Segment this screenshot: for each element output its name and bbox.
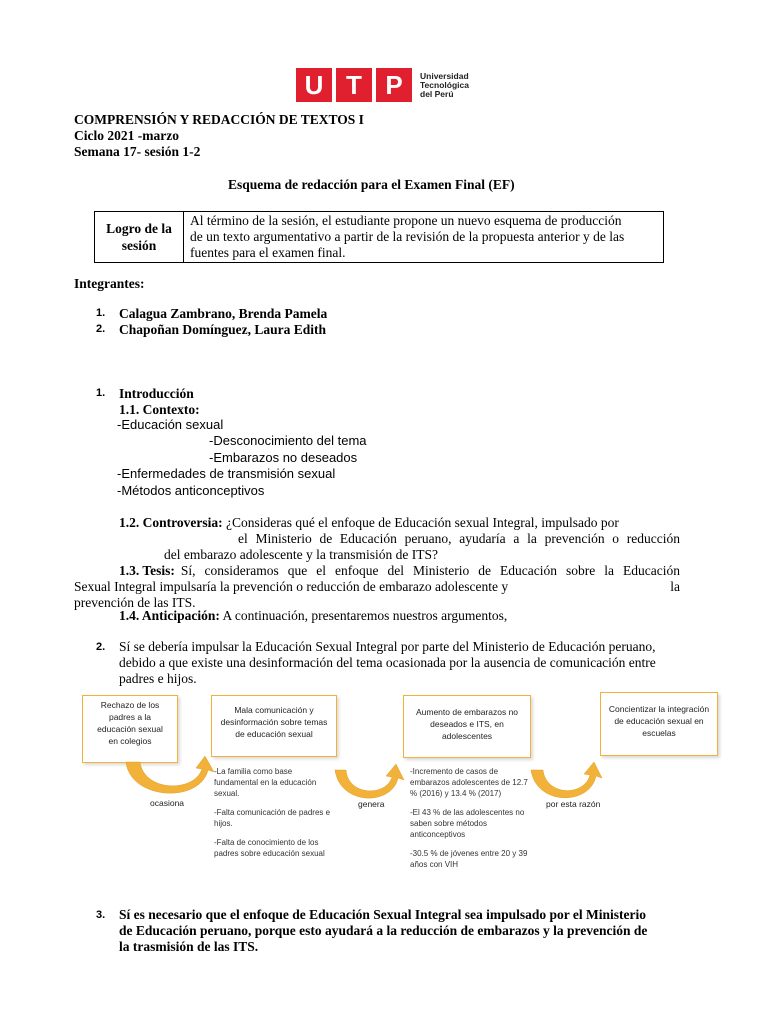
- goal-label: Logro de la sesión: [95, 212, 184, 262]
- intro-heading: Introducción: [119, 386, 194, 401]
- controversy-line-1: 1.2. Controversia: ¿Consideras qué el enfoque de Educación sexual Integral, impulsado por: [119, 515, 619, 530]
- section-2-line-3: padres e hijos.: [119, 671, 197, 686]
- section-2-line-1: Sí se debería impulsar la Educación Sexual Integral por parte del Ministerio de Educación peruano,: [119, 639, 656, 654]
- connector-label-therefore: por esta razón: [546, 799, 601, 809]
- diagram-box-miscommunication: Mala comunicación y desinformación sobre temas de educación sexual: [211, 695, 337, 757]
- members-heading: Integrantes:: [74, 276, 145, 291]
- thesis-line-1: 1.3. Tesis: Sí, consideramos que el enfoque del Ministerio de Educación sobre la Educación: [119, 563, 680, 578]
- controversy-line-2: el Ministerio de Educación peruano, ayudaría a la prevención o reducción: [238, 531, 680, 546]
- section-2-line-2: debido a que existe una desinformación del tema ocasionada por la ausencia de comunicación entre: [119, 655, 656, 670]
- connector-label-generates: genera: [358, 799, 385, 809]
- diagram-box-rejection: Rechazo de los padres a la educación sexual en colegios: [82, 695, 178, 763]
- curved-arrow-icon: [126, 756, 214, 793]
- week-label: Semana 17- sesión 1-2: [74, 144, 201, 159]
- section-3-line-3: la trasmisión de las ITS.: [119, 939, 259, 954]
- course-title: COMPRENSIÓN Y REDACCIÓN DE TEXTOS I: [74, 112, 364, 127]
- diagram-box-pregnancy-increase: Aumento de embarazos no deseados e ITS, en adolescentes: [403, 695, 531, 758]
- logo-letter-u: U: [296, 68, 332, 102]
- logo-university-name: Universidad Tecnológica del Perú: [420, 70, 469, 99]
- thesis-line-2: Sexual Integral impulsaría la prevención o reducción de embarazo adolescente y la: [74, 579, 680, 594]
- context-item: -Enfermedades de transmisión sexual: [117, 466, 336, 481]
- diagram-notes-family: -La familia como base fundamental en la educación sexual. -Falta comunicación de padres e hijos. -Falta de conocimiento de los padres sobre educación sexual: [214, 767, 331, 858]
- thesis-line-3: prevención de las ITS.: [74, 595, 196, 610]
- section-3-line-1: Sí es necesario que el enfoque de Educación Sexual Integral sea impulsado por el Ministerio: [119, 907, 647, 922]
- document-title: Esquema de redacción para el Examen Final (EF): [228, 177, 515, 192]
- context-item: -Embarazos no deseados: [209, 450, 358, 465]
- controversy-line-3: del embarazo adolescente y la transmisión de ITS?: [164, 547, 439, 562]
- section-3-line-2: de Educación peruano, porque esto ayudará a la reducción de embarazos y la prevención de: [119, 923, 648, 938]
- member-1-number: 1.: [96, 307, 106, 319]
- connector-label-causes: ocasiona: [150, 798, 185, 808]
- member-2-name: Chapoñan Domínguez, Laura Edith: [119, 322, 327, 337]
- diagram-notes-statistics: -Incremento de casos de embarazos adolescentes de 12.7 % (2016) y 13.4 % (2017) -El 43 % de las adolescentes no saben sobre métodos anticonceptivos -30.5 % de jóvenes entre 20 y 39 años con VIH: [410, 767, 528, 869]
- member-1-name: Calagua Zambrano, Brenda Pamela: [119, 306, 328, 321]
- goal-text: Al término de la sesión, el estudiante propone un nuevo esquema de producción de un texto argumentativo a partir de la revisión de la propuesta anterior y de las fuentes para el examen final.: [190, 213, 625, 260]
- member-2-number: 2.: [96, 323, 106, 335]
- intro-number: 1.: [96, 387, 106, 399]
- anticipation: 1.4. Anticipación: A continuación, presentaremos nuestros argumentos,: [119, 608, 508, 623]
- context-heading: 1.1. Contexto:: [119, 402, 200, 417]
- logo-letter-t: T: [336, 68, 372, 102]
- section-3-number: 3.: [96, 909, 106, 921]
- context-item: -Métodos anticonceptivos: [117, 483, 265, 498]
- section-2-number: 2.: [96, 641, 106, 653]
- context-item: -Desconocimiento del tema: [209, 433, 367, 448]
- diagram-box-awareness: Concientizar la integración de educación sexual en escuelas: [600, 692, 718, 756]
- context-item: -Educación sexual: [117, 417, 224, 432]
- cycle-label: Ciclo 2021 -marzo: [74, 128, 179, 143]
- logo-letter-p: P: [376, 68, 412, 102]
